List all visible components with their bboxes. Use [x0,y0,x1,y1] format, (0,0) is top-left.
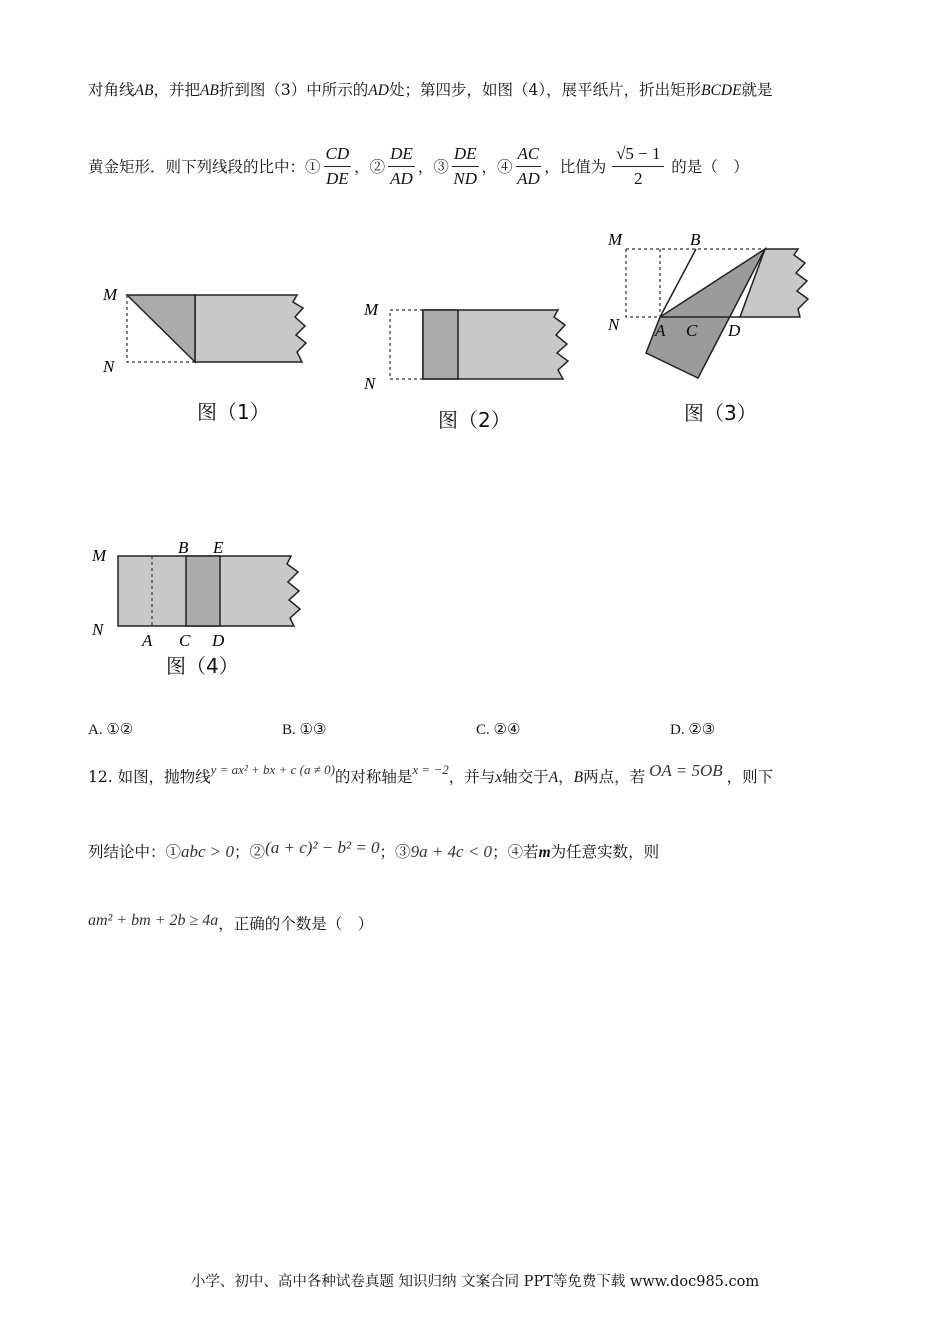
point-label-m: M [608,230,623,249]
rectangle-bcde [186,556,220,626]
text-segment: ，并把 [153,81,200,99]
point-label-e: E [213,538,224,557]
choice-b[interactable]: B. ①③ [282,722,327,738]
text-segment: 列结论中：① [88,843,182,861]
figure-2-caption: 图（2） [438,408,511,432]
numerator: DE [388,144,415,167]
denominator: AD [517,168,540,188]
dashed-outline [390,310,423,379]
parabola-formula: y = ax² + bx + c (a ≠ 0) [210,762,335,777]
figure-4-caption: 图（4） [166,654,239,678]
paragraph-line-2 [88,140,749,192]
question-12-line-1 [88,761,774,787]
segment-label: BCDE [701,82,742,99]
paper-strip [195,295,306,362]
point-a: A [548,769,559,786]
segment-label: AB [134,82,154,99]
conclusion-3-formula: 9a + 4c < 0 [410,842,493,861]
page-footer: 小学、初中、高中各种试卷真题 知识归纳 文案合同 PPT等免费下载 www.doc985.com [190,1274,760,1290]
ratio-2-fraction [388,144,415,189]
text-segment: 黄金矩形．则下列线段的比中：① [88,158,321,176]
ratio-4-fraction [516,144,542,189]
denominator: AD [390,168,413,188]
text-segment: ，比值为 [544,158,607,176]
numerator: √5 − 1 [612,144,664,167]
text-segment: 就是 [741,81,773,99]
point-label-a: A [142,631,153,650]
ratio-1-fraction [324,144,352,189]
folded-square [423,310,458,379]
numerator: CD [324,144,352,167]
text-segment: 轴交于 [502,768,549,786]
text-segment: 的对称轴是 [334,768,413,786]
point-label-d: D [728,321,741,340]
text-segment: 的是（ ） [671,158,749,176]
point-label-n: N [92,620,104,639]
text-segment: ，并与 [448,768,496,786]
ratio-3-fraction [452,144,479,189]
point-label-c: C [686,321,698,340]
conclusion-4-formula: am² + bm + 2b ≥ 4a [88,912,219,929]
text-segment: ；④若 [492,843,539,861]
golden-ratio-fraction [612,144,664,189]
point-label-d: D [212,631,225,650]
dashed-left-edge [626,249,660,317]
numerator: AC [516,144,542,167]
figure-1-diagram [95,280,315,380]
paragraph-line-1 [88,78,773,100]
text-segment: 两点，若 [583,768,646,786]
text-segment: ，② [354,158,386,176]
point-label-m: M [92,546,107,565]
text-segment: 处；第四步，如图（4），展平纸片，折出矩形 [388,81,702,99]
point-label-n: N [608,315,620,334]
variable-m: m [538,844,551,861]
question-number: 12. 如图，抛物线 [88,768,211,786]
segment-label: AD [368,82,389,99]
text-segment: ，③ [417,158,449,176]
segment-label: AB [199,82,219,99]
denominator: DE [325,168,349,188]
text-segment: 为任意实数，则 [550,843,660,861]
point-label-a: A [655,321,666,340]
text-segment: 对角线 [88,81,135,99]
point-label-n: N [103,357,115,376]
conclusion-2-formula: (a + c)² − b² = 0 [265,838,380,857]
figure-2-diagram [360,295,580,390]
denominator: ND [453,168,477,188]
text-segment: ，④ [481,158,513,176]
conclusion-1-formula: abc > 0 [181,842,235,861]
figure-3-diagram [600,225,820,385]
figure-4-diagram [88,535,313,655]
point-label-n: N [364,374,376,390]
point-b: B [573,769,584,786]
figure-3-caption: 图（3） [684,401,757,425]
question-12-line-2 [88,840,659,862]
text-segment: 折到图（3）中所示的 [218,81,369,99]
choice-c[interactable]: C. ②④ [476,722,521,738]
text-segment: ， [558,768,574,786]
text-segment: ，则下 [726,768,774,786]
point-label-m: M [103,285,118,304]
condition-formula: OA = 5OB [649,761,723,780]
point-label-m: M [364,300,379,319]
text-segment: ；② [234,843,266,861]
numerator: DE [452,144,479,167]
axis-formula: x = −2 [412,762,449,777]
variable-x: x [495,769,503,786]
point-label-b: B [690,230,701,249]
denominator: 2 [634,168,643,188]
point-label-b: B [178,538,189,557]
figure-1-caption: 图（1） [197,400,270,424]
text-segment: ，正确的个数是（ ） [218,915,374,933]
folded-triangle [127,295,195,362]
question-12-line-3 [88,912,373,934]
text-segment: ；③ [379,843,411,861]
choice-d[interactable]: D. ②③ [670,722,716,738]
choice-a[interactable]: A. ①② [88,722,134,738]
point-label-c: C [179,631,191,650]
